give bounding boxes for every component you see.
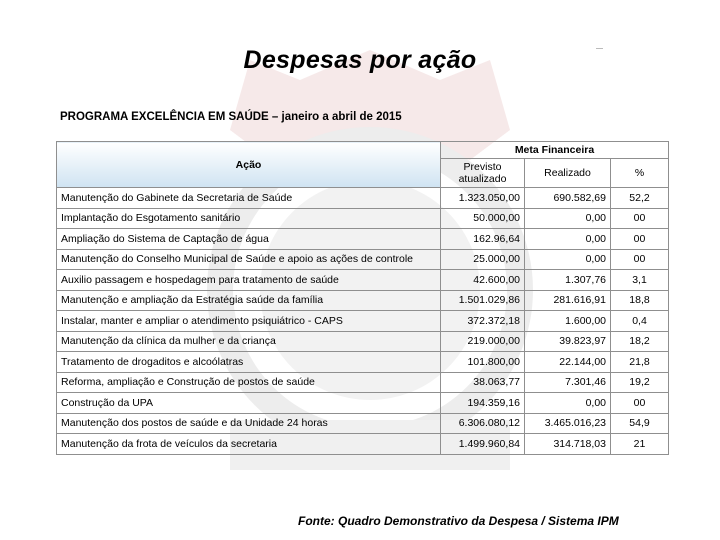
- source-footnote: Fonte: Quadro Demonstrativo da Despesa / Sistema IPM: [298, 514, 619, 528]
- program-subtitle: PROGRAMA EXCELÊNCIA EM SAÚDE – janeiro a abril de 2015: [60, 111, 402, 123]
- row-acao: Manutenção e ampliação da Estratégia saúde da família: [57, 290, 441, 311]
- row-percent: 18,2: [611, 331, 669, 352]
- row-realizado: 281.616,91: [525, 290, 611, 311]
- row-previsto: 101.800,00: [441, 352, 525, 373]
- row-realizado: 7.301,46: [525, 372, 611, 393]
- row-percent: 21: [611, 434, 669, 455]
- table-row: [57, 372, 669, 393]
- row-percent: 18,8: [611, 290, 669, 311]
- table-row: [57, 188, 669, 209]
- table-row: [57, 413, 669, 434]
- row-acao: Reforma, ampliação e Construção de postos de saúde: [57, 372, 441, 393]
- header-realizado: Realizado: [525, 159, 611, 188]
- header-percent: %: [611, 159, 669, 188]
- header-meta-financeira: Meta Financeira: [441, 142, 669, 159]
- row-acao: Manutenção dos postos de saúde e da Unidade 24 horas: [57, 413, 441, 434]
- expense-table: [56, 141, 669, 455]
- table-row: [57, 434, 669, 455]
- table-row: [57, 208, 669, 229]
- row-percent: 3,1: [611, 270, 669, 291]
- table-row: [57, 290, 669, 311]
- table-row: [57, 229, 669, 250]
- row-previsto: 38.063,77: [441, 372, 525, 393]
- page-title: Despesas por ação: [243, 46, 477, 74]
- row-acao: Implantação do Esgotamento sanitário: [57, 208, 441, 229]
- row-realizado: 1.307,76: [525, 270, 611, 291]
- row-acao: Tratamento de drogaditos e alcoólatras: [57, 352, 441, 373]
- row-acao: Auxilio passagem e hospedagem para tratamento de saúde: [57, 270, 441, 291]
- table-row: [57, 311, 669, 332]
- row-previsto: 1.501.029,86: [441, 290, 525, 311]
- row-realizado: 690.582,69: [525, 188, 611, 209]
- row-realizado: 0,00: [525, 229, 611, 250]
- row-percent: 0,4: [611, 311, 669, 332]
- row-percent: 52,2: [611, 188, 669, 209]
- row-previsto: 25.000,00: [441, 249, 525, 270]
- row-realizado: 22.144,00: [525, 352, 611, 373]
- row-previsto: 1.323.050,00: [441, 188, 525, 209]
- row-realizado: 3.465.016,23: [525, 413, 611, 434]
- table-header-row: [57, 142, 669, 159]
- row-acao: Manutenção do Gabinete da Secretaria de Saúde: [57, 188, 441, 209]
- decorative-dash: [596, 48, 603, 49]
- row-previsto: 194.359,16: [441, 393, 525, 414]
- row-acao: Manutenção da clínica da mulher e da criança: [57, 331, 441, 352]
- row-previsto: 42.600,00: [441, 270, 525, 291]
- row-percent: 00: [611, 229, 669, 250]
- table-row: [57, 270, 669, 291]
- table-row: [57, 352, 669, 373]
- row-acao: Manutenção da frota de veículos da secretaria: [57, 434, 441, 455]
- row-acao: Manutenção do Conselho Municipal de Saúde e apoio as ações de controle: [57, 249, 441, 270]
- table-row: [57, 331, 669, 352]
- row-previsto: 372.372,18: [441, 311, 525, 332]
- header-previsto: Previsto atualizado: [441, 159, 525, 188]
- row-previsto: 219.000,00: [441, 331, 525, 352]
- row-acao: Instalar, manter e ampliar o atendimento psiquiátrico - CAPS: [57, 311, 441, 332]
- row-percent: 00: [611, 249, 669, 270]
- row-previsto: 162.96,64: [441, 229, 525, 250]
- row-realizado: 0,00: [525, 249, 611, 270]
- row-realizado: 39.823,97: [525, 331, 611, 352]
- row-percent: 19,2: [611, 372, 669, 393]
- table-body: [57, 188, 669, 455]
- row-realizado: 1.600,00: [525, 311, 611, 332]
- row-previsto: 1.499.960,84: [441, 434, 525, 455]
- header-acao: Ação: [57, 142, 441, 188]
- row-realizado: 0,00: [525, 393, 611, 414]
- table-row: [57, 249, 669, 270]
- row-realizado: 0,00: [525, 208, 611, 229]
- table-row: [57, 393, 669, 414]
- row-percent: 00: [611, 393, 669, 414]
- row-realizado: 314.718,03: [525, 434, 611, 455]
- row-percent: 54,9: [611, 413, 669, 434]
- row-previsto: 6.306.080,12: [441, 413, 525, 434]
- row-previsto: 50.000,00: [441, 208, 525, 229]
- row-percent: 00: [611, 208, 669, 229]
- row-percent: 21,8: [611, 352, 669, 373]
- row-acao: Construção da UPA: [57, 393, 441, 414]
- row-acao: Ampliação do Sistema de Captação de água: [57, 229, 441, 250]
